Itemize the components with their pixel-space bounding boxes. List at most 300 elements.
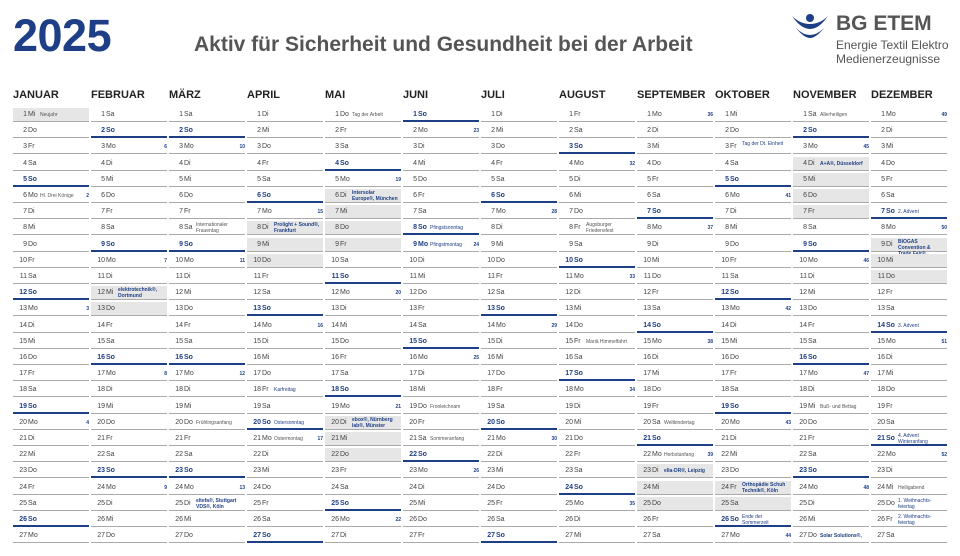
day-number: 14 — [565, 321, 573, 329]
day-row — [871, 140, 947, 154]
day-row — [715, 302, 791, 316]
day-note: 2. Advent — [898, 209, 919, 216]
day-note: Neujahr — [40, 112, 58, 118]
weekday: Di — [184, 159, 191, 167]
week-number: 23 — [473, 128, 479, 135]
day-note: ella-DR®, Leipzig — [664, 468, 705, 475]
weekday: Mo — [808, 256, 818, 264]
week-number: 21 — [395, 403, 401, 410]
day-number: 15 — [877, 337, 885, 345]
weekday: Fr — [184, 435, 191, 442]
weekday: Mo — [808, 483, 818, 491]
weekday: Di — [886, 354, 893, 361]
day-row — [559, 497, 635, 511]
day-row — [403, 497, 479, 511]
day-number: 13 — [721, 305, 729, 313]
day-row — [481, 270, 557, 284]
weekday: Mi — [106, 516, 114, 523]
weekday: Do — [340, 111, 349, 118]
weekday: Mi — [808, 289, 816, 297]
day-number: 17 — [721, 370, 729, 378]
weekday: Mi — [886, 483, 894, 491]
day-row — [637, 254, 713, 268]
weekday: Fr — [106, 208, 113, 216]
day-number: 9 — [179, 240, 183, 248]
day-row — [91, 221, 167, 235]
day-number: 24 — [721, 483, 729, 491]
week-number: 41 — [785, 193, 791, 199]
day-row — [13, 189, 89, 203]
day-number: 11 — [175, 273, 183, 280]
week-number: 52 — [941, 452, 947, 459]
day-row — [169, 173, 245, 187]
day-number: 1 — [647, 111, 651, 118]
weekday: Di — [652, 127, 659, 135]
day-row — [715, 400, 791, 414]
day-row — [871, 205, 947, 219]
weekday: Di — [340, 192, 347, 199]
day-row — [169, 205, 245, 219]
day-number: 18 — [799, 386, 807, 394]
day-row — [637, 238, 713, 252]
weekday: Mi — [730, 337, 738, 345]
day-row — [637, 400, 713, 414]
weekday: Mo — [340, 402, 350, 410]
weekday: Di — [808, 273, 815, 280]
weekday: Di — [418, 370, 425, 378]
day-row — [325, 205, 401, 219]
day-row — [13, 238, 89, 252]
day-number: 4 — [413, 159, 417, 167]
day-row — [715, 205, 791, 219]
week-number: 37 — [707, 225, 713, 232]
day-number: 17 — [877, 370, 885, 378]
day-row — [91, 351, 167, 365]
day-row — [481, 124, 557, 138]
day-row — [637, 335, 713, 349]
weekday: Di — [496, 337, 503, 345]
weekday: Fr — [262, 273, 269, 280]
weekday: Di — [730, 321, 737, 329]
day-row — [559, 513, 635, 527]
day-row — [793, 140, 869, 154]
weekday: Mi — [262, 127, 270, 135]
day-row — [481, 221, 557, 235]
day-row — [559, 108, 635, 122]
day-number: 17 — [331, 370, 339, 378]
day-number: 23 — [331, 467, 339, 475]
day-number: 11 — [97, 273, 105, 280]
weekday: Mo — [652, 224, 662, 232]
weekday: So — [652, 321, 661, 329]
day-number: 18 — [643, 386, 651, 394]
day-row — [169, 221, 245, 235]
weekday: Sa — [418, 321, 427, 329]
day-number: 23 — [487, 467, 495, 475]
day-note: BIOGAS Convention & — [898, 238, 931, 251]
week-number: 49 — [941, 112, 947, 118]
day-number: 5 — [803, 175, 807, 183]
day-row — [247, 448, 323, 462]
day-row — [325, 270, 401, 284]
week-number: 2 — [86, 193, 89, 199]
day-number: 15 — [175, 337, 183, 345]
day-row — [793, 351, 869, 365]
day-number: 7 — [647, 208, 651, 216]
weekday: So — [574, 256, 583, 264]
day-note: Herbstanfang — [664, 452, 695, 459]
day-row — [325, 140, 401, 154]
day-number: 11 — [19, 273, 27, 280]
day-row — [559, 205, 635, 219]
day-row — [13, 383, 89, 397]
day-number: 11 — [331, 273, 339, 280]
weekday: Sa — [184, 224, 193, 232]
weekday: Sa — [730, 273, 739, 280]
day-row — [559, 400, 635, 414]
week-number: 32 — [629, 160, 635, 167]
weekday: Fr — [418, 305, 425, 313]
day-row — [247, 335, 323, 349]
bg-etem-logo — [790, 12, 950, 70]
weekday: Di — [184, 499, 191, 507]
day-number: 27 — [643, 532, 651, 540]
day-row — [247, 189, 323, 203]
day-row — [637, 189, 713, 203]
day-number: 13 — [253, 305, 261, 313]
day-row — [793, 335, 869, 349]
day-row — [91, 205, 167, 219]
weekday: So — [262, 305, 271, 313]
week-number: 13 — [239, 484, 245, 491]
weekday: Fr — [340, 354, 347, 361]
week-number: 6 — [164, 144, 167, 151]
day-row — [325, 319, 401, 333]
day-row — [481, 416, 557, 430]
day-row — [403, 302, 479, 316]
weekday: Sa — [652, 532, 661, 540]
week-number: 25 — [473, 355, 479, 361]
day-number: 9 — [413, 240, 417, 248]
month-column — [715, 86, 791, 556]
day-row — [793, 108, 869, 122]
day-number: 17 — [97, 370, 105, 378]
day-row — [481, 140, 557, 154]
day-number: 18 — [97, 386, 105, 394]
weekday: Sa — [262, 402, 271, 410]
weekday: So — [496, 305, 505, 313]
day-row — [871, 529, 947, 543]
day-number: 8 — [803, 224, 807, 232]
weekday: Sa — [262, 175, 271, 183]
weekday: So — [340, 386, 349, 394]
month-column — [403, 86, 479, 556]
weekday: Mi — [340, 208, 348, 216]
day-row — [325, 497, 401, 511]
weekday: Do — [730, 467, 739, 475]
weekday: Mi — [652, 483, 660, 491]
day-row — [403, 173, 479, 187]
weekday: Mo — [730, 532, 740, 540]
day-number: 5 — [23, 175, 27, 183]
weekday: Di — [184, 386, 191, 394]
day-number: 27 — [253, 532, 261, 540]
day-number: 26 — [175, 516, 183, 523]
day-number: 2 — [647, 127, 651, 135]
weekday: Mo — [262, 208, 272, 216]
day-row — [559, 481, 635, 495]
day-number: 14 — [409, 321, 417, 329]
day-note: Internationaler Frauentag — [196, 222, 228, 235]
day-row — [871, 302, 947, 316]
day-number: 19 — [565, 402, 573, 410]
day-row — [169, 481, 245, 495]
day-row — [793, 205, 869, 219]
weekday: So — [184, 354, 193, 361]
day-number: 3 — [23, 143, 27, 151]
day-number: 22 — [253, 451, 261, 459]
day-row — [169, 400, 245, 414]
day-number: 1 — [569, 111, 573, 118]
day-number: 4 — [23, 159, 27, 167]
weekday: So — [574, 370, 583, 378]
day-row — [13, 432, 89, 446]
day-row — [169, 351, 245, 365]
weekday: Mo — [886, 224, 896, 232]
weekday: Mo — [808, 143, 818, 151]
day-number: 2 — [413, 127, 417, 135]
week-number: 30 — [551, 436, 557, 442]
day-number: 22 — [97, 451, 105, 459]
day-number: 25 — [331, 499, 339, 507]
day-number: 3 — [413, 143, 417, 151]
calendar-grid — [0, 86, 960, 540]
day-row — [13, 221, 89, 235]
day-number: 27 — [97, 532, 105, 540]
weekday: Mo — [730, 305, 740, 313]
day-row — [871, 108, 947, 122]
day-number: 20 — [409, 418, 417, 426]
day-row — [403, 205, 479, 219]
weekday: Di — [808, 159, 815, 167]
weekday: Do — [886, 499, 895, 507]
day-note: Intersolar Europe®, München — [352, 190, 398, 202]
weekday: Mo — [652, 451, 662, 459]
day-number: 1 — [803, 111, 807, 118]
day-number: 22 — [565, 451, 573, 459]
day-row — [169, 302, 245, 316]
day-number: 6 — [491, 192, 495, 199]
day-number: 11 — [565, 273, 573, 280]
day-row — [481, 319, 557, 333]
day-row — [715, 448, 791, 462]
day-row — [247, 238, 323, 252]
weekday: Mo — [28, 305, 38, 313]
day-number: 12 — [799, 289, 807, 297]
day-row — [637, 432, 713, 446]
day-row — [559, 432, 635, 446]
weekday: Mi — [886, 370, 894, 378]
day-row — [91, 497, 167, 511]
day-number: 22 — [175, 451, 183, 459]
day-note: Tag der Arbeit — [352, 112, 383, 118]
day-row — [325, 432, 401, 446]
day-number: 16 — [19, 354, 27, 361]
day-row — [871, 383, 947, 397]
weekday: Do — [496, 370, 505, 378]
day-row — [247, 108, 323, 122]
day-number: 8 — [101, 224, 105, 232]
day-number: 18 — [409, 386, 417, 394]
day-row — [325, 157, 401, 171]
weekday: So — [28, 175, 37, 183]
day-row — [403, 400, 479, 414]
day-number: 15 — [799, 337, 807, 345]
day-row — [13, 481, 89, 495]
weekday: So — [730, 516, 739, 523]
weekday: Sa — [652, 192, 661, 199]
weekday: Do — [730, 240, 739, 248]
eagle-logo-icon — [790, 12, 830, 42]
day-row — [169, 367, 245, 381]
day-row — [91, 238, 167, 252]
day-number: 13 — [565, 305, 573, 313]
day-number: 14 — [331, 321, 339, 329]
weekday: Fr — [106, 435, 113, 442]
weekday: Sa — [496, 175, 505, 183]
day-row — [793, 302, 869, 316]
weekday: Di — [28, 435, 35, 442]
day-number: 21 — [565, 435, 573, 442]
day-row — [91, 383, 167, 397]
day-number: 27 — [331, 532, 339, 540]
day-number: 20 — [97, 418, 105, 426]
day-note: Prolight + Sound®, Frankfurt — [274, 222, 320, 235]
weekday: Fr — [808, 435, 815, 442]
day-number: 26 — [487, 516, 495, 523]
weekday: Mo — [184, 256, 194, 264]
day-row — [559, 221, 635, 235]
weekday: Sa — [496, 289, 505, 297]
day-number: 16 — [799, 354, 807, 361]
month-name: NOVEMBER — [793, 89, 857, 101]
week-number: 15 — [317, 209, 323, 216]
day-number: 3 — [257, 143, 261, 151]
day-number: 6 — [647, 192, 651, 199]
day-number: 5 — [179, 175, 183, 183]
weekday: Fr — [886, 516, 893, 523]
weekday: Mi — [574, 532, 582, 540]
day-number: 6 — [803, 192, 807, 199]
weekday: Do — [652, 159, 661, 167]
day-row — [793, 383, 869, 397]
day-number: 10 — [643, 256, 651, 264]
day-row — [481, 529, 557, 543]
weekday: Fr — [886, 402, 893, 410]
day-number: 16 — [175, 354, 183, 361]
day-row — [715, 513, 791, 527]
month-column — [481, 86, 557, 556]
weekday: Do — [730, 354, 739, 361]
weekday: Di — [886, 127, 893, 135]
day-number: 22 — [487, 451, 495, 459]
day-number: 1 — [101, 111, 105, 118]
day-row — [715, 416, 791, 430]
day-number: 22 — [409, 451, 417, 459]
weekday: Mo — [106, 256, 116, 264]
day-row — [637, 367, 713, 381]
day-number: 19 — [19, 402, 27, 410]
weekday: Fr — [730, 370, 737, 378]
day-row — [247, 286, 323, 300]
day-number: 23 — [799, 467, 807, 475]
month-name: OKTOBER — [715, 89, 770, 101]
week-number: 8 — [164, 371, 167, 378]
weekday: Mi — [496, 127, 504, 135]
weekday: Mi — [652, 143, 660, 151]
day-number: 24 — [565, 483, 573, 491]
day-number: 19 — [877, 402, 885, 410]
week-number: 43 — [785, 419, 791, 426]
day-number: 26 — [565, 516, 573, 523]
day-number: 12 — [643, 289, 651, 297]
day-number: 23 — [409, 467, 417, 475]
day-row — [91, 464, 167, 478]
day-number: 14 — [721, 321, 729, 329]
day-row — [481, 302, 557, 316]
day-number: 26 — [97, 516, 105, 523]
weekday: Fr — [886, 175, 893, 183]
day-number: 1 — [413, 111, 417, 118]
day-number: 19 — [409, 402, 417, 410]
weekday: Do — [886, 273, 895, 280]
day-number: 2 — [569, 127, 573, 135]
day-row — [325, 513, 401, 527]
day-number: 6 — [23, 192, 27, 199]
day-number: 20 — [643, 418, 651, 426]
day-number: 20 — [175, 418, 183, 426]
weekday: Mo — [574, 386, 584, 394]
weekday: Mi — [418, 273, 426, 280]
day-number: 11 — [877, 273, 885, 280]
day-number: 26 — [19, 516, 27, 523]
day-note: Weltkindertag — [664, 419, 695, 426]
weekday: Fr — [808, 321, 815, 329]
weekday: Do — [496, 143, 505, 151]
day-row — [169, 464, 245, 478]
day-number: 4 — [257, 159, 261, 167]
weekday: Sa — [652, 305, 661, 313]
week-number: 47 — [863, 371, 869, 378]
day-row — [91, 108, 167, 122]
day-number: 9 — [101, 240, 105, 248]
weekday: So — [574, 143, 583, 151]
day-number: 21 — [331, 435, 339, 442]
day-row — [169, 157, 245, 171]
logo-subtitle-2: Medienerzeugnisse — [836, 52, 941, 66]
weekday: Do — [496, 483, 505, 491]
day-number: 23 — [175, 467, 183, 475]
weekday: Di — [106, 159, 113, 167]
day-row — [325, 351, 401, 365]
day-number: 15 — [19, 337, 27, 345]
day-row — [325, 416, 401, 430]
week-number: 36 — [707, 112, 713, 118]
weekday: Di — [496, 451, 503, 459]
day-row — [247, 124, 323, 138]
weekday: Do — [652, 499, 661, 507]
day-number: 12 — [565, 289, 573, 297]
